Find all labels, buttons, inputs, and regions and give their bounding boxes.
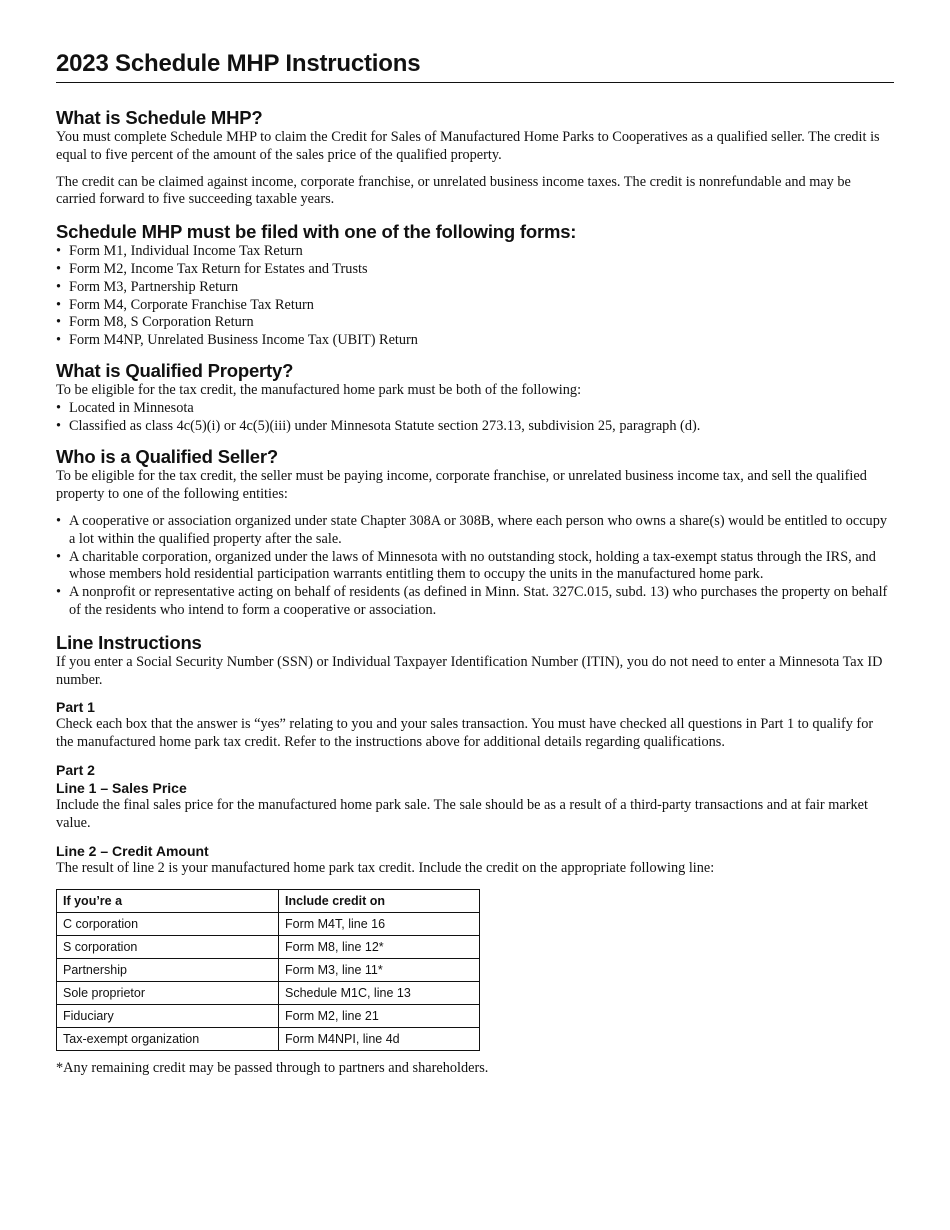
table-row	[57, 1005, 480, 1028]
page-title: 2023 Schedule MHP Instructions	[56, 50, 894, 83]
list-item: • Located in Minnesota	[56, 400, 894, 418]
seller-heading: Who is a Qualified Seller?	[56, 446, 278, 468]
line-instructions-heading: Line Instructions	[56, 631, 202, 653]
part1-text: Check each box that the answer is “yes” relating to you and your sales transaction. You must have checked all questions in Part 1 to qualify for the manufactured home park tax credit. Refer to the instructions above for additional details regarding qualifications.	[56, 716, 874, 751]
part1-heading: Part 1	[56, 699, 95, 716]
table-row	[57, 982, 480, 1005]
table-cell: C corporation	[57, 913, 279, 936]
table-cell: Form M4T, line 16	[279, 913, 480, 936]
table-cell: Partnership	[57, 959, 279, 982]
list-item: • A cooperative or association organized under state Chapter 308A or 308B, where each person who owns a share(s) would be entitled to occupy a lot within the qualified property after the sale.	[56, 513, 894, 549]
list-item: • Form M3, Partnership Return	[56, 279, 894, 297]
seller-list	[56, 513, 894, 620]
line-instructions-intro: If you enter a Social Security Number (SSN) or Individual Taxpayer Identification Number (ITIN), you do not need to enter a Minnesota Tax ID number.	[56, 653, 883, 688]
forms-list	[56, 243, 894, 350]
table-row	[57, 959, 480, 982]
property-list	[56, 400, 894, 436]
list-item: • Form M4NP, Unrelated Business Income Tax (UBIT) Return	[56, 332, 894, 350]
part2-heading: Part 2	[56, 761, 95, 778]
line1-text: Include the final sales price for the manufactured home park sale. The sale should be as a result of a third-party transactions and at fair market value.	[56, 796, 868, 831]
what-paragraph-2: The credit can be claimed against income, corporate franchise, or unrelated business income taxes. The credit is nonrefundable and may be carried forward to five succeeding taxable years.	[56, 173, 851, 208]
list-item: • Form M4, Corporate Franchise Tax Return	[56, 297, 894, 315]
what-paragraph-1: You must complete Schedule MHP to claim the Credit for Sales of Manufactured Home Parks to Cooperatives as a qualified seller. The credit is equal to five percent of the amount of the sales price of the qualified property.	[56, 129, 880, 163]
forms-heading: Schedule MHP must be filed with one of the following forms:	[56, 221, 577, 243]
table-cell: Sole proprietor	[57, 982, 279, 1005]
table-cell: Schedule M1C, line 13	[279, 982, 480, 1005]
table-row	[57, 936, 480, 959]
table-cell: Fiduciary	[57, 1005, 279, 1028]
seller-intro: To be eligible for the tax credit, the seller must be paying income, corporate franchise, or unrelated business income tax, and sell the qualified property to one of the following entities:	[56, 468, 867, 503]
table-cell: Form M3, line 11*	[279, 959, 480, 982]
table-row	[57, 1028, 480, 1051]
table-cell: Form M4NPI, line 4d	[279, 1028, 480, 1051]
list-item: • A nonprofit or representative acting on behalf of residents (as defined in Minn. Stat. 327C.015, subd. 13) who purchases the property on behalf of the residents who intend to form a cooperative or association.	[56, 584, 894, 620]
list-item: • Form M1, Individual Income Tax Return	[56, 243, 894, 261]
table-header: Include credit on	[279, 890, 480, 913]
table-cell: Tax-exempt organization	[57, 1028, 279, 1051]
list-item: • Form M8, S Corporation Return	[56, 314, 894, 332]
table-cell: Form M8, line 12*	[279, 936, 480, 959]
line2-heading: Line 2 – Credit Amount	[56, 842, 209, 859]
footnote: *Any remaining credit may be passed through to partners and shareholders.	[56, 1060, 489, 1077]
table-cell: S corporation	[57, 936, 279, 959]
line1-heading: Line 1 – Sales Price	[56, 779, 187, 796]
list-item: • Form M2, Income Tax Return for Estates and Trusts	[56, 261, 894, 279]
list-item: • Classified as class 4c(5)(i) or 4c(5)(iii) under Minnesota Statute section 273.13, subdivision 25, paragraph (d).	[56, 418, 894, 436]
what-heading: What is Schedule MHP?	[56, 107, 263, 128]
table-header-row	[57, 890, 480, 913]
table-header: If you’re a	[57, 890, 279, 913]
table-row	[57, 913, 480, 936]
line2-text: The result of line 2 is your manufactured home park tax credit. Include the credit on the appropriate following line:	[56, 859, 715, 876]
property-heading: What is Qualified Property?	[56, 359, 294, 381]
table-cell: Form M2, line 21	[279, 1005, 480, 1028]
credit-table	[56, 889, 480, 1051]
property-intro: To be eligible for the tax credit, the manufactured home park must be both of the following:	[56, 381, 582, 398]
list-item: • A charitable corporation, organized under the laws of Minnesota with no outstanding stock, holding a tax-exempt status through the IRS, and whose members hold residential participation warrants entitling them to occupy the units in the manufactured home park.	[56, 549, 894, 585]
